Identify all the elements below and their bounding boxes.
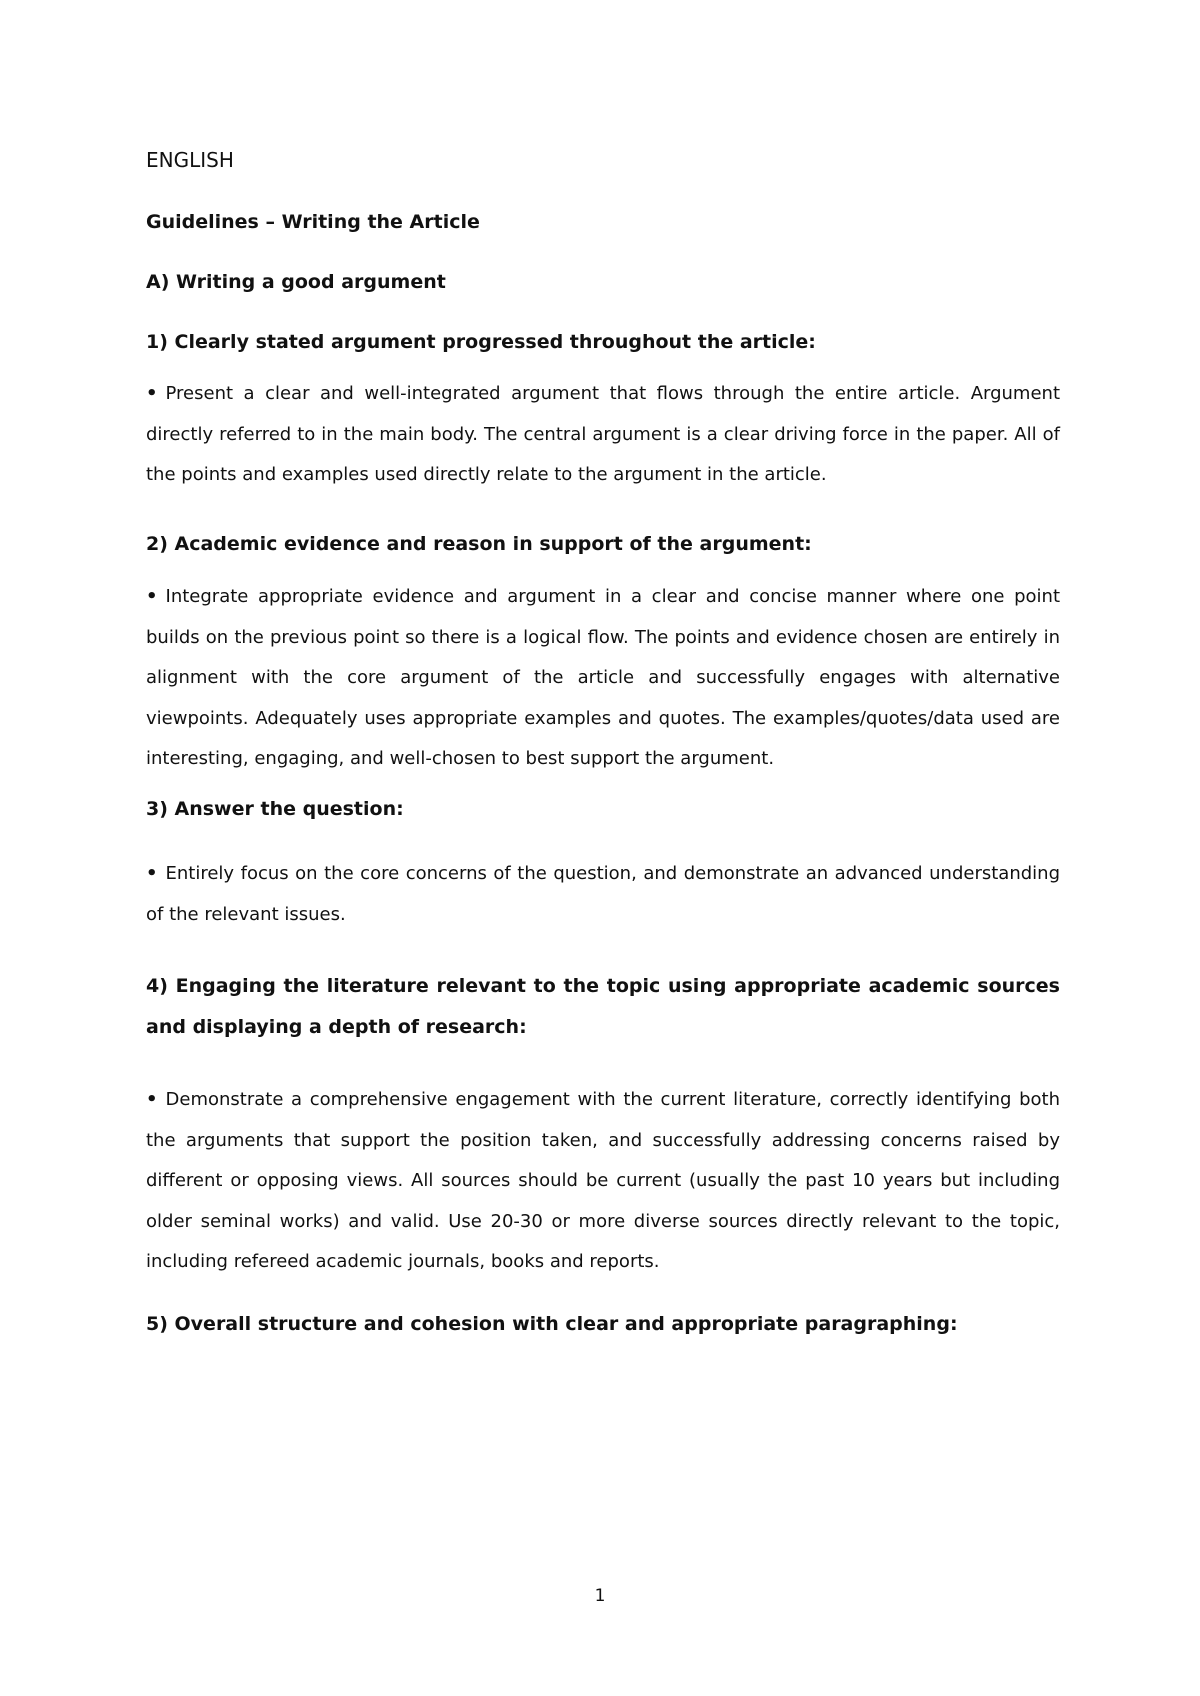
document-title: ENGLISH: [146, 148, 234, 172]
section-2-heading: 2) Academic evidence and reason in support of the argument:: [146, 533, 812, 555]
part-heading: A) Writing a good argument: [146, 271, 446, 293]
bullet-icon: •: [146, 1089, 158, 1110]
section-5-heading: 5) Overall structure and cohesion with clear and appropriate paragraphing:: [146, 1313, 958, 1335]
section-1-heading: 1) Clearly stated argument progressed throughout the article:: [146, 331, 816, 353]
bullet-icon: •: [146, 383, 158, 404]
section-1-text: Present a clear and well-integrated argument that flows through the entire article. Argument directly referred to in the main body. The central argument is a clear driving force in the paper. All of the points and examples used directly relate to the argument in the article.: [146, 383, 1060, 485]
guidelines-heading: Guidelines – Writing the Article: [146, 211, 480, 233]
section-4-text: Demonstrate a comprehensive engagement with the current literature, correctly identifying both the arguments that support the position taken, and successfully addressing concerns raised by different or opposing views. All sources should be current (usually the past 10 years but including older seminal works) and valid. Use 20-30 or more diverse sources directly relevant to the topic, including refereed academic journals, books and reports.: [146, 1089, 1060, 1272]
section-3-body: [146, 854, 1060, 935]
section-4-body: [146, 1080, 1060, 1283]
section-2-text: Integrate appropriate evidence and argument in a clear and concise manner where one point builds on the previous point so there is a logical flow. The points and evidence chosen are entirely in alignment with the core argument of the article and successfully engages with alternative viewpoints. Adequately uses appropriate examples and quotes. The examples/quotes/data used are interesting, engaging, and well-chosen to best support the argument.: [146, 586, 1060, 769]
bullet-icon: •: [146, 863, 158, 884]
bullet-icon: •: [146, 586, 158, 607]
section-3-heading: 3) Answer the question:: [146, 798, 404, 820]
section-4-heading: 4) Engaging the literature relevant to the topic using appropriate academic sources and displaying a depth of research:: [146, 975, 1060, 1038]
section-3-text: Entirely focus on the core concerns of the question, and demonstrate an advanced understanding of the relevant issues.: [146, 863, 1060, 925]
page-number: 1: [594, 1586, 606, 1606]
section-2-body: [146, 577, 1060, 780]
section-1-body: [146, 374, 1060, 496]
